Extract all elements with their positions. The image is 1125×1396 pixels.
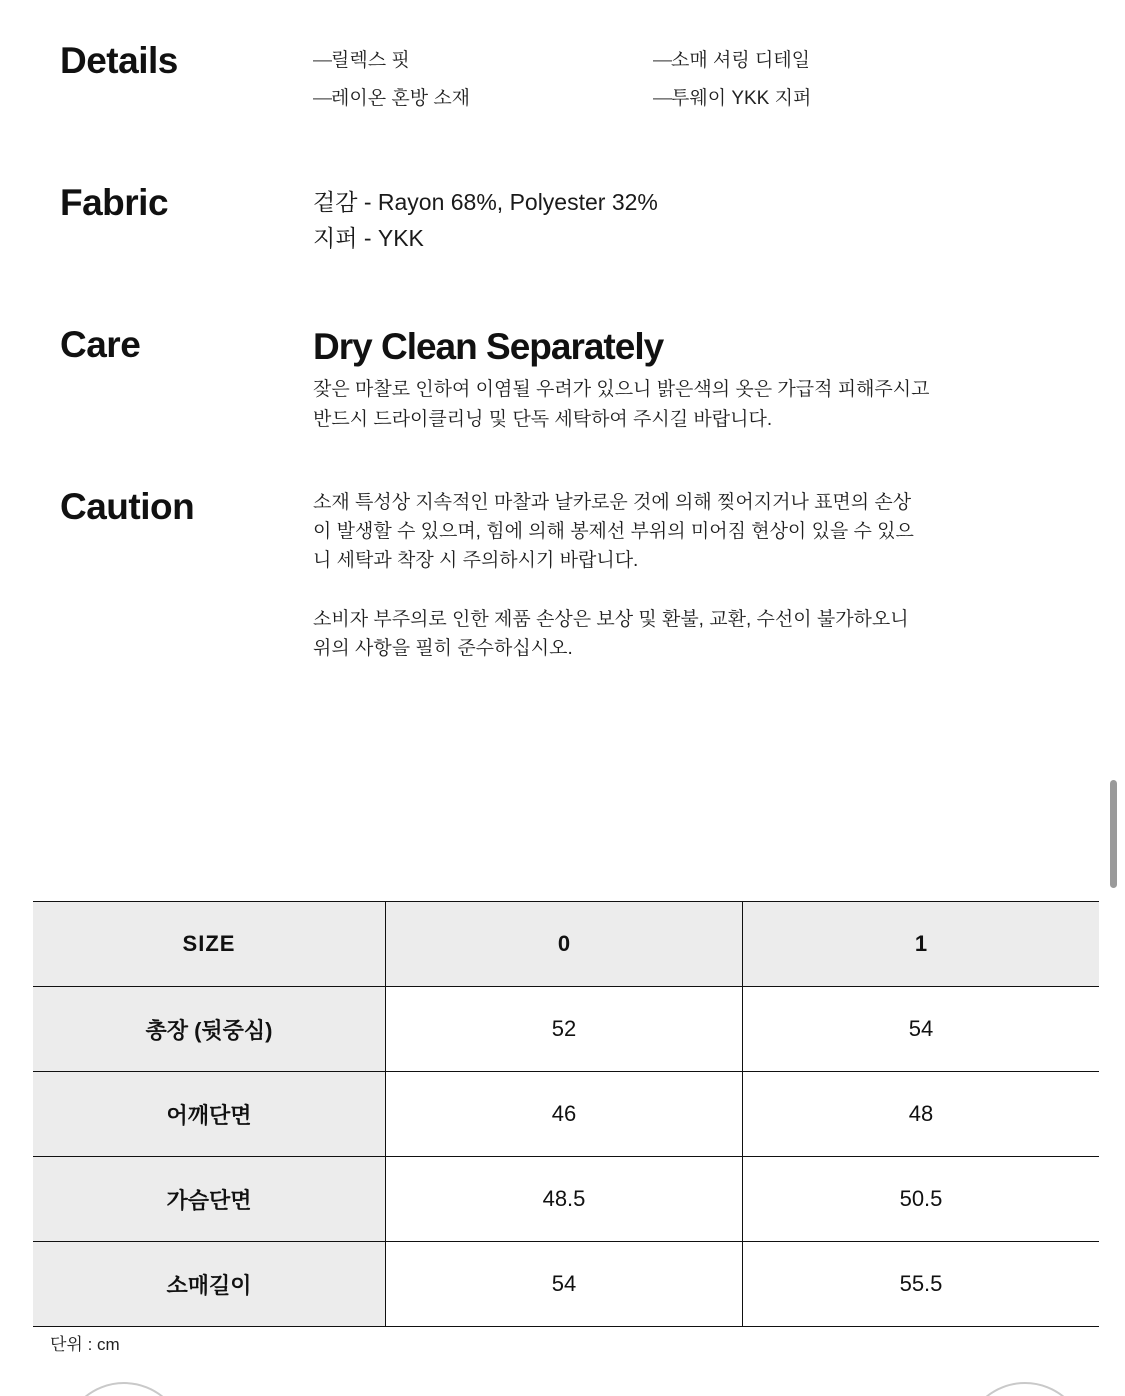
row-label: 어깨단면 xyxy=(33,1072,386,1157)
vertical-scrollbar[interactable] xyxy=(1110,780,1117,888)
row-value: 54 xyxy=(386,1242,743,1327)
caution-body xyxy=(313,488,1073,663)
dash-marker: — xyxy=(653,50,672,71)
table-header-row xyxy=(33,902,1099,987)
details-list xyxy=(313,42,1073,118)
fabric-body xyxy=(313,184,1073,256)
details-body xyxy=(313,42,1073,118)
dash-marker: — xyxy=(313,88,332,109)
size-chart xyxy=(33,901,1091,1327)
list-item-label: 릴렉스 핏 xyxy=(331,50,410,71)
column-header-1: 1 xyxy=(743,902,1100,987)
caution-paragraph: 소비자 부주의로 인한 제품 손상은 보상 및 환불, 교환, 수선이 불가하오니 위의 사항을 필히 준수하십시오. xyxy=(313,609,909,659)
care-note: 잦은 마찰로 인하여 이염될 우려가 있으니 밝은색의 옷은 가급적 피해주시고 반드시 드라이클리닝 및 단독 세탁하여 주시길 바랍니다. xyxy=(313,378,930,430)
unit-note: 단위 : cm xyxy=(50,1335,120,1354)
section-label-caution: Caution xyxy=(60,486,195,527)
care-body xyxy=(313,326,1073,435)
row-value: 50.5 xyxy=(743,1157,1100,1242)
section-label-details: Details xyxy=(60,40,178,81)
row-label: 소매길이 xyxy=(33,1242,386,1327)
table-row xyxy=(33,1072,1099,1157)
row-value: 52 xyxy=(386,987,743,1072)
dash-marker: — xyxy=(653,88,672,109)
size-table xyxy=(33,901,1099,1327)
list-item-label: 소매 셔링 디테일 xyxy=(671,50,811,71)
fabric-line: 지퍼 - YKK xyxy=(313,225,424,251)
row-value: 55.5 xyxy=(743,1242,1100,1327)
dash-marker: — xyxy=(313,50,332,71)
table-row xyxy=(33,1157,1099,1242)
list-item xyxy=(653,42,993,80)
bottom-decoration xyxy=(0,1376,1125,1396)
caution-paragraph: 소재 특성상 지속적인 마찰과 날카로운 것에 의해 찢어지거나 표면의 손상이 발생할 수 있으며, 힘에 의해 봉제선 부위의 미어짐 현상이 있을 수 있으니 세탁과 착장 시 주의하시기 바랍니다. xyxy=(313,492,914,571)
column-header-size: SIZE xyxy=(33,902,386,987)
list-item xyxy=(313,42,653,80)
table-row xyxy=(33,987,1099,1072)
list-item-label: 레이온 혼방 소재 xyxy=(331,88,471,109)
list-item xyxy=(313,80,653,118)
row-label: 총장 (뒷중심) xyxy=(33,987,386,1072)
row-value: 48 xyxy=(743,1072,1100,1157)
row-label: 가슴단면 xyxy=(33,1157,386,1242)
table-row xyxy=(33,1242,1099,1327)
row-value: 54 xyxy=(743,987,1100,1072)
fabric-line: 겉감 - Rayon 68%, Polyester 32% xyxy=(313,189,658,215)
circle-outline-icon xyxy=(62,1382,186,1396)
circle-outline-icon xyxy=(963,1382,1087,1396)
section-label-care: Care xyxy=(60,324,141,365)
section-label-fabric: Fabric xyxy=(60,182,169,223)
row-value: 46 xyxy=(386,1072,743,1157)
list-item xyxy=(653,80,993,118)
row-value: 48.5 xyxy=(386,1157,743,1242)
column-header-0: 0 xyxy=(386,902,743,987)
list-item-label: 투웨이 YKK 지퍼 xyxy=(671,88,812,109)
care-title: Dry Clean Separately xyxy=(313,326,664,367)
